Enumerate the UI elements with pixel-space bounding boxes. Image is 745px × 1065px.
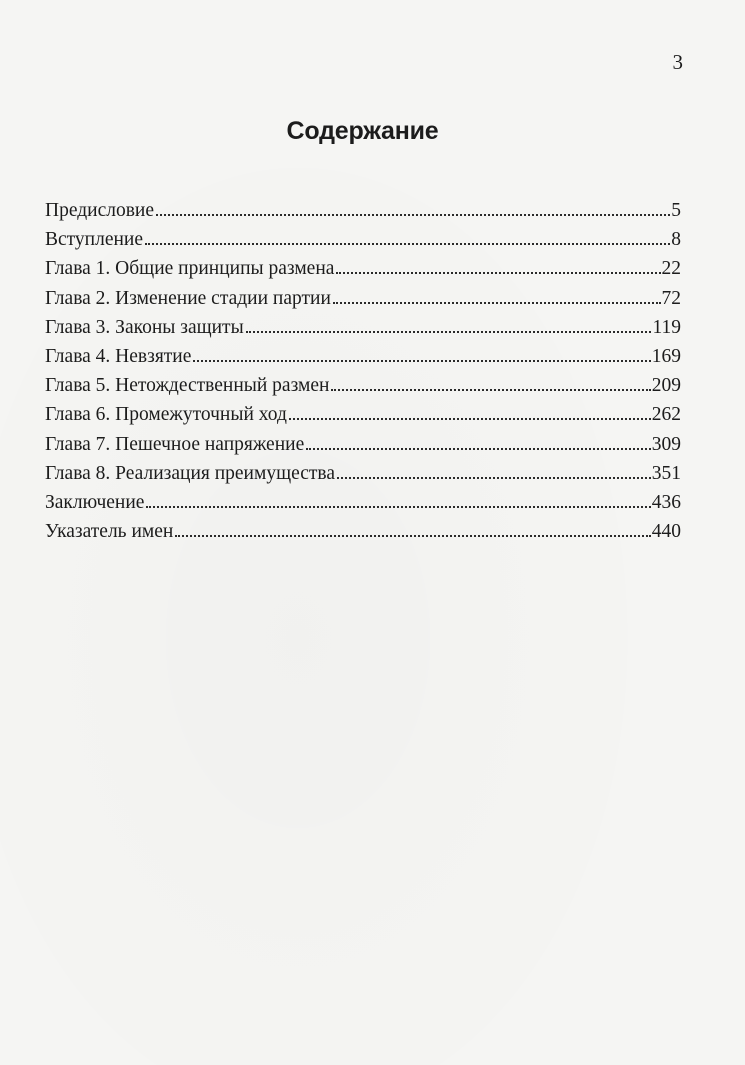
toc-entry-label: Глава 1. Общие принципы размена	[45, 258, 335, 280]
toc-entry	[45, 430, 681, 459]
toc-entry-page: 119	[652, 316, 681, 338]
toc-entry	[45, 313, 681, 342]
toc-entry	[45, 284, 681, 313]
page-number: 3	[672, 50, 683, 74]
dot-leader	[145, 243, 670, 245]
toc-entry	[45, 488, 681, 517]
dot-leader	[193, 360, 650, 362]
toc-entry	[45, 342, 681, 371]
dot-leader	[246, 331, 652, 333]
toc-entry-page: 440	[651, 521, 681, 543]
toc-entry-page: 72	[661, 287, 681, 309]
dot-leader	[289, 418, 651, 420]
page-title: Содержание	[286, 117, 439, 145]
toc-entry-label: Указатель имен	[45, 521, 174, 543]
table-of-contents	[45, 196, 681, 546]
toc-entry-label: Глава 5. Нетождественный размен	[45, 375, 330, 397]
toc-entry	[45, 225, 681, 254]
toc-entry-page: 309	[651, 433, 681, 455]
toc-entry	[45, 517, 681, 546]
toc-entry	[45, 400, 681, 429]
toc-entry-label: Глава 8. Реализация преимущества	[45, 462, 336, 484]
toc-entry	[45, 196, 681, 225]
toc-entry-page: 351	[651, 462, 681, 484]
dot-leader	[156, 214, 670, 216]
dot-leader	[146, 506, 650, 508]
toc-entry	[45, 371, 681, 400]
dot-leader	[336, 272, 660, 274]
toc-entry-page: 5	[671, 200, 681, 221]
toc-entry-page: 436	[651, 491, 681, 513]
dot-leader	[333, 302, 661, 304]
toc-entry-page: 8	[671, 229, 681, 251]
toc-entry-label: Вступление	[45, 229, 144, 251]
dot-leader	[175, 535, 650, 537]
toc-entry-page: 262	[651, 404, 681, 426]
toc-entry-label: Глава 7. Пешечное напряжение	[45, 433, 305, 455]
toc-entry-label: Заключение	[45, 491, 145, 513]
toc-entry	[45, 459, 681, 488]
toc-entry-label: Предисловие	[45, 200, 155, 221]
dot-leader	[331, 389, 650, 391]
dot-leader	[337, 477, 651, 479]
toc-entry-page: 22	[661, 258, 681, 280]
toc-entry	[45, 254, 681, 283]
toc-entry-label: Глава 6. Промежуточный ход	[45, 404, 287, 426]
toc-entry-page: 169	[651, 345, 681, 367]
toc-entry-label: Глава 4. Невзятие	[45, 345, 192, 367]
dot-leader	[306, 448, 651, 450]
toc-entry-page: 209	[651, 375, 681, 397]
toc-entry-label: Глава 3. Законы защиты	[45, 316, 244, 338]
toc-entry-label: Глава 2. Изменение стадии партии	[45, 287, 331, 309]
